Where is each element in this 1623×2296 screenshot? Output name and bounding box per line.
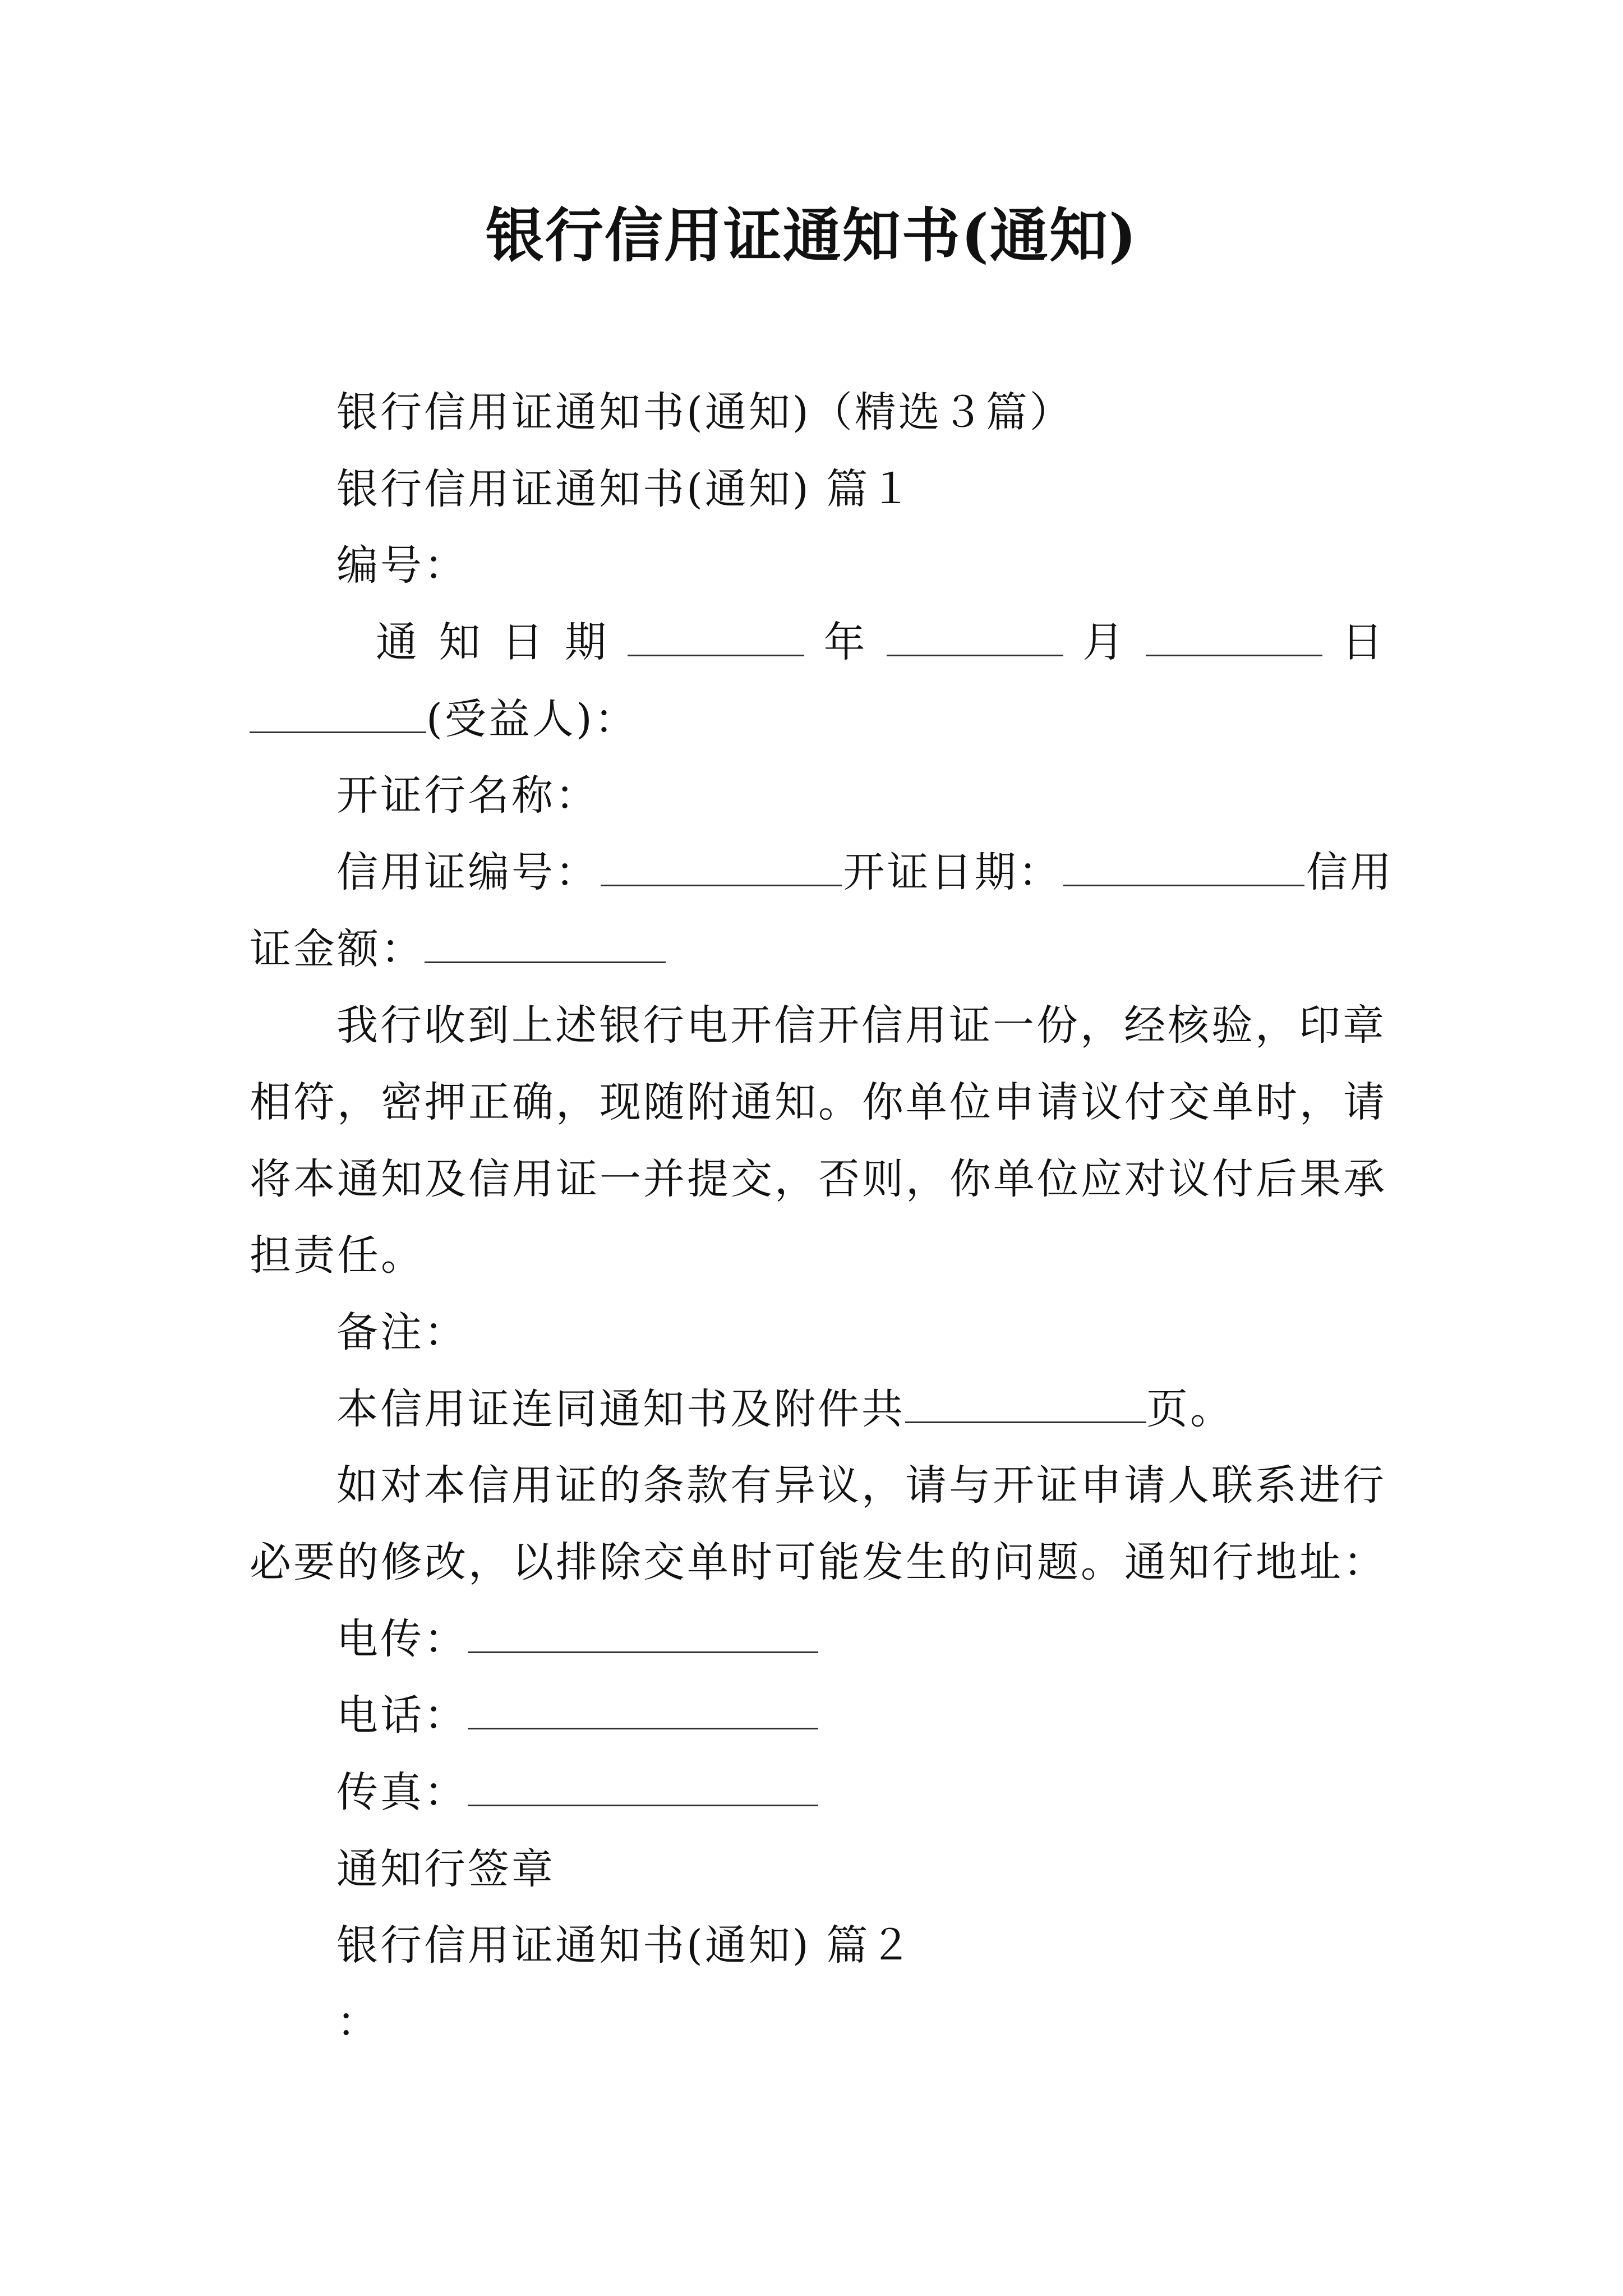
trailing-colon: ： [336, 1998, 380, 2046]
amount-label-part2: 证金额： [250, 925, 425, 973]
day-blank[interactable] [1146, 620, 1322, 656]
fax-label: 传真： [336, 1768, 468, 1816]
issue-date-blank[interactable] [1063, 850, 1304, 886]
pages-row [336, 1381, 1394, 1437]
beneficiary-row [250, 691, 1394, 747]
beneficiary-label: (受益人)： [426, 695, 638, 743]
phone-row [336, 1687, 1394, 1743]
body-line: 我行收到上述银行电开信开信用证一份，经核验，印章 [336, 1001, 1386, 1050]
section-heading-2: 银行信用证通知书(通知) 篇２ [336, 1921, 914, 1970]
telex-blank[interactable] [468, 1617, 818, 1653]
signature-label: 通知行签章 [336, 1845, 555, 1893]
phone-label: 电话： [336, 1691, 468, 1740]
day-label: 日 [1341, 618, 1385, 666]
beneficiary-blank[interactable] [250, 697, 426, 733]
number-label: 编号： [336, 541, 468, 590]
issue-date-label: 开证日期： [843, 848, 1062, 896]
objection-line: 必要的修改，以排除交单时可能发生的问题。通知行地址： [250, 1538, 1387, 1586]
section-heading-1: 银行信用证通知书(通知) 篇１ [336, 465, 914, 513]
issuing-bank-label: 开证行名称： [336, 771, 599, 820]
pages-suffix: 页。 [1146, 1385, 1234, 1433]
document-subtitle: 银行信用证通知书(通知)（精选３篇） [336, 388, 1073, 436]
amount-label-part1: 信用 [1306, 848, 1394, 896]
year-label: 年 [823, 618, 868, 666]
telex-row [336, 1611, 1394, 1667]
body-line: 担责任。 [250, 1231, 425, 1280]
telex-label: 电传： [336, 1615, 468, 1663]
lc-number-label: 信用证编号： [336, 848, 599, 896]
body-line: 相符，密押正确，现随附通知。你单位申请议付交单时，请 [250, 1078, 1387, 1126]
fax-blank[interactable] [468, 1770, 818, 1806]
date-char: 通 [376, 618, 419, 666]
notification-date-row [376, 614, 1385, 670]
pages-prefix: 本信用证连同通知书及附件共 [336, 1385, 905, 1433]
date-char: 知 [439, 618, 483, 666]
document-title: 银行信用证通知书(通知) [485, 201, 1138, 270]
date-char: 日 [501, 618, 546, 666]
body-line: 将本通知及信用证一并提交，否则，你单位应对议付后果承 [250, 1155, 1387, 1203]
fax-row [336, 1764, 1394, 1820]
phone-blank[interactable] [468, 1693, 818, 1729]
pages-blank[interactable] [905, 1387, 1146, 1423]
date-char: 期 [564, 618, 608, 666]
amount-blank[interactable] [425, 927, 666, 963]
objection-line: 如对本信用证的条款有异议，请与开证申请人联系进行 [336, 1461, 1386, 1510]
amount-row [250, 921, 1394, 977]
lc-info-row [336, 844, 1394, 900]
year-blank[interactable] [628, 620, 804, 656]
lc-number-blank[interactable] [601, 850, 842, 886]
month-label: 月 [1082, 618, 1127, 666]
remarks-label: 备注： [336, 1308, 468, 1356]
month-blank[interactable] [887, 620, 1063, 656]
